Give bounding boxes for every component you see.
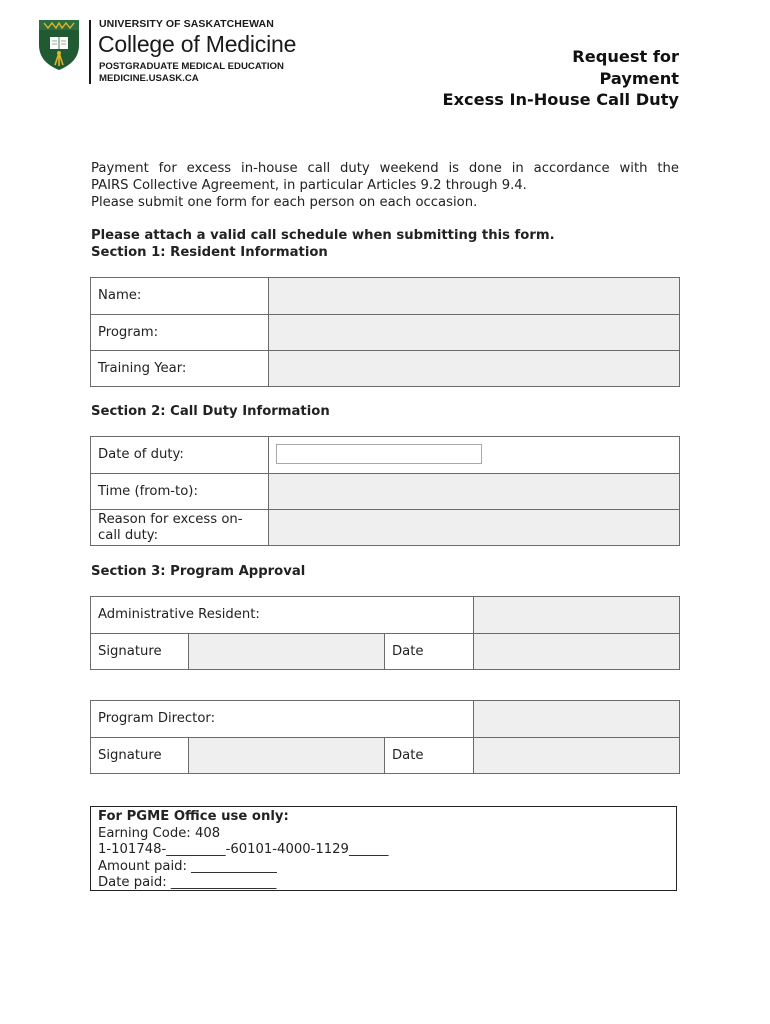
date-paid: Date paid: ________________: [98, 875, 277, 891]
resident-info-table: [90, 277, 680, 387]
table-row: [91, 474, 680, 510]
program-director-label: Program Director:: [91, 701, 474, 738]
admin-signature-label: Signature: [91, 634, 189, 670]
instructions: [91, 228, 555, 262]
program-label: Program:: [91, 315, 269, 351]
reason-field[interactable]: [269, 510, 680, 546]
admin-date-field[interactable]: [474, 634, 680, 670]
unit-name: POSTGRADUATE MEDICAL EDUCATION: [99, 61, 284, 72]
amount-paid: Amount paid: _____________: [98, 858, 277, 874]
account-number: 1-101748-_________-60101-4000-1129______: [98, 842, 389, 858]
table-row: [91, 351, 680, 387]
admin-resident-field[interactable]: [474, 597, 680, 634]
intro-line-2: PAIRS Collective Agreement, in particular Articles 9.2 through 9.4.: [91, 177, 527, 193]
admin-resident-label: Administrative Resident:: [91, 597, 474, 634]
earning-code: Earning Code: 408: [98, 825, 221, 841]
title-line-1: Request for: [572, 47, 679, 66]
university-name: UNIVERSITY OF SASKATCHEWAN: [99, 18, 274, 30]
date-of-duty-input[interactable]: [276, 444, 482, 464]
header-divider: [89, 20, 91, 84]
page-title: [443, 46, 679, 111]
time-label: Time (from-to):: [91, 474, 269, 510]
date-of-duty-label: Date of duty:: [91, 437, 269, 474]
name-field[interactable]: [269, 278, 680, 315]
name-label: Name:: [91, 278, 269, 315]
intro-text: [91, 161, 679, 211]
time-field[interactable]: [269, 474, 680, 510]
table-row: [91, 510, 680, 546]
intro-line-3: Please submit one form for each person on each occasion.: [91, 194, 478, 210]
section-1-heading: Section 1: Resident Information: [91, 244, 328, 260]
table-row: [91, 634, 680, 670]
college-name: College of Medicine: [98, 31, 297, 57]
program-field[interactable]: [269, 315, 680, 351]
university-crest-icon: [38, 19, 80, 71]
intro-line-1: Payment for excess in-house call duty weekend is done in accordance with the: [91, 161, 679, 176]
table-row: [91, 597, 680, 634]
title-line-2: Payment: [599, 68, 679, 88]
director-signature-label: Signature: [91, 738, 189, 774]
training-year-field[interactable]: [269, 351, 680, 387]
admin-approval-table: [90, 596, 680, 670]
office-use-heading: For PGME Office use only:: [98, 809, 289, 824]
website-link[interactable]: MEDICINE.USASK.CA: [99, 73, 199, 84]
table-row: [91, 738, 680, 774]
table-row: [91, 278, 680, 315]
program-director-field[interactable]: [474, 701, 680, 738]
admin-signature-field[interactable]: [189, 634, 385, 670]
table-row: [91, 701, 680, 738]
director-date-label: Date: [385, 738, 474, 774]
director-date-field[interactable]: [474, 738, 680, 774]
director-approval-table: [90, 700, 680, 774]
section-3-heading: Section 3: Program Approval: [91, 564, 306, 579]
table-row: [91, 315, 680, 351]
admin-date-label: Date: [385, 634, 474, 670]
reason-label: Reason for excess on-call duty:: [91, 510, 269, 546]
attach-note: Please attach a valid call schedule when submitting this form.: [91, 228, 555, 243]
office-use-box: [90, 806, 677, 891]
director-signature-field[interactable]: [189, 738, 385, 774]
section-2-heading: Section 2: Call Duty Information: [91, 404, 330, 419]
title-line-3: Excess In-House Call Duty: [442, 90, 679, 110]
training-year-label: Training Year:: [91, 351, 269, 387]
